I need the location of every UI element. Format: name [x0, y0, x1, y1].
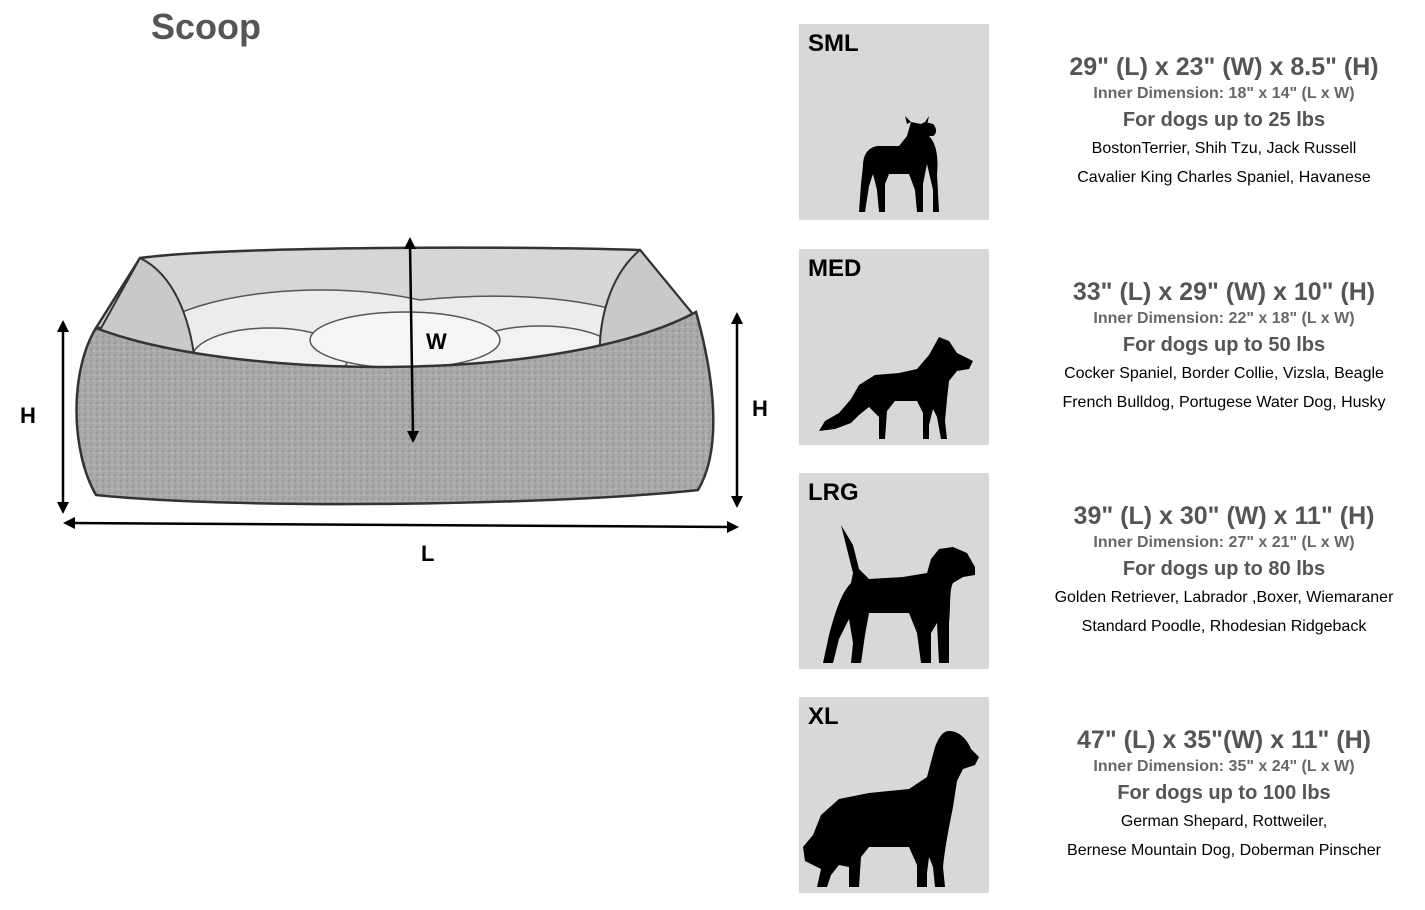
breeds-line-2: Bernese Mountain Dog, Doberman Pinscher	[1067, 842, 1381, 859]
outer-dimensions: 29" (L) x 23" (W) x 8.5" (H)	[1069, 53, 1379, 81]
size-card-large	[799, 473, 989, 669]
product-title: Scoop	[151, 6, 262, 47]
outer-dimensions: 33" (L) x 29" (W) x 10" (H)	[1072, 278, 1376, 306]
breeds-line-1: BostonTerrier, Shih Tzu, Jack Russell	[1091, 140, 1357, 157]
height-label-left: H	[20, 403, 36, 428]
breeds-line-2: Cavalier King Charles Spaniel, Havanese	[1077, 169, 1371, 186]
size-card-small	[799, 24, 989, 220]
breeds-line-1: Golden Retriever, Labrador ,Boxer, Wiemaraner	[1054, 589, 1394, 606]
size-spec-medium	[1010, 277, 1425, 417]
weight-limit: For dogs up to 100 lbs	[1117, 782, 1331, 804]
height-label-right: H	[752, 396, 768, 421]
inner-dimensions: Inner Dimension: 35" x 24" (L x W)	[1093, 758, 1355, 775]
size-code: XL	[808, 703, 839, 730]
breeds-line-1: German Shepard, Rottweiler,	[1120, 813, 1328, 830]
small-dog-silhouette-icon	[799, 24, 989, 220]
large-dog-silhouette-icon	[799, 473, 989, 669]
weight-limit: For dogs up to 25 lbs	[1122, 109, 1326, 131]
inner-dimensions: Inner Dimension: 18" x 14" (L x W)	[1093, 85, 1355, 102]
weight-limit: For dogs up to 50 lbs	[1122, 334, 1326, 356]
size-code: LRG	[808, 479, 859, 506]
size-spec-large	[1010, 501, 1425, 641]
medium-dog-silhouette-icon	[799, 249, 989, 445]
bed-diagram	[0, 0, 780, 600]
breeds-line-2: Standard Poodle, Rhodesian Ridgeback	[1081, 618, 1367, 635]
size-code: SML	[808, 30, 859, 57]
inner-dimensions: Inner Dimension: 22" x 18" (L x W)	[1093, 310, 1355, 327]
outer-dimensions: 47" (L) x 35"(W) x 11" (H)	[1077, 726, 1371, 754]
size-spec-small	[1010, 52, 1425, 192]
size-card-xl	[799, 697, 989, 893]
size-card-medium	[799, 249, 989, 445]
outer-dimensions: 39" (L) x 30" (W) x 11" (H)	[1073, 502, 1375, 530]
breeds-line-1: Cocker Spaniel, Border Collie, Vizsla, Beagle	[1064, 365, 1384, 382]
size-spec-xl	[1010, 725, 1425, 865]
breeds-line-2: French Bulldog, Portugese Water Dog, Husky	[1062, 394, 1386, 411]
size-code: MED	[808, 255, 862, 282]
weight-limit: For dogs up to 80 lbs	[1122, 558, 1326, 580]
length-label: L	[421, 541, 435, 566]
xl-dog-silhouette-icon	[799, 697, 989, 893]
inner-dimensions: Inner Dimension: 27" x 21" (L x W)	[1093, 534, 1355, 551]
width-label: W	[426, 329, 447, 354]
